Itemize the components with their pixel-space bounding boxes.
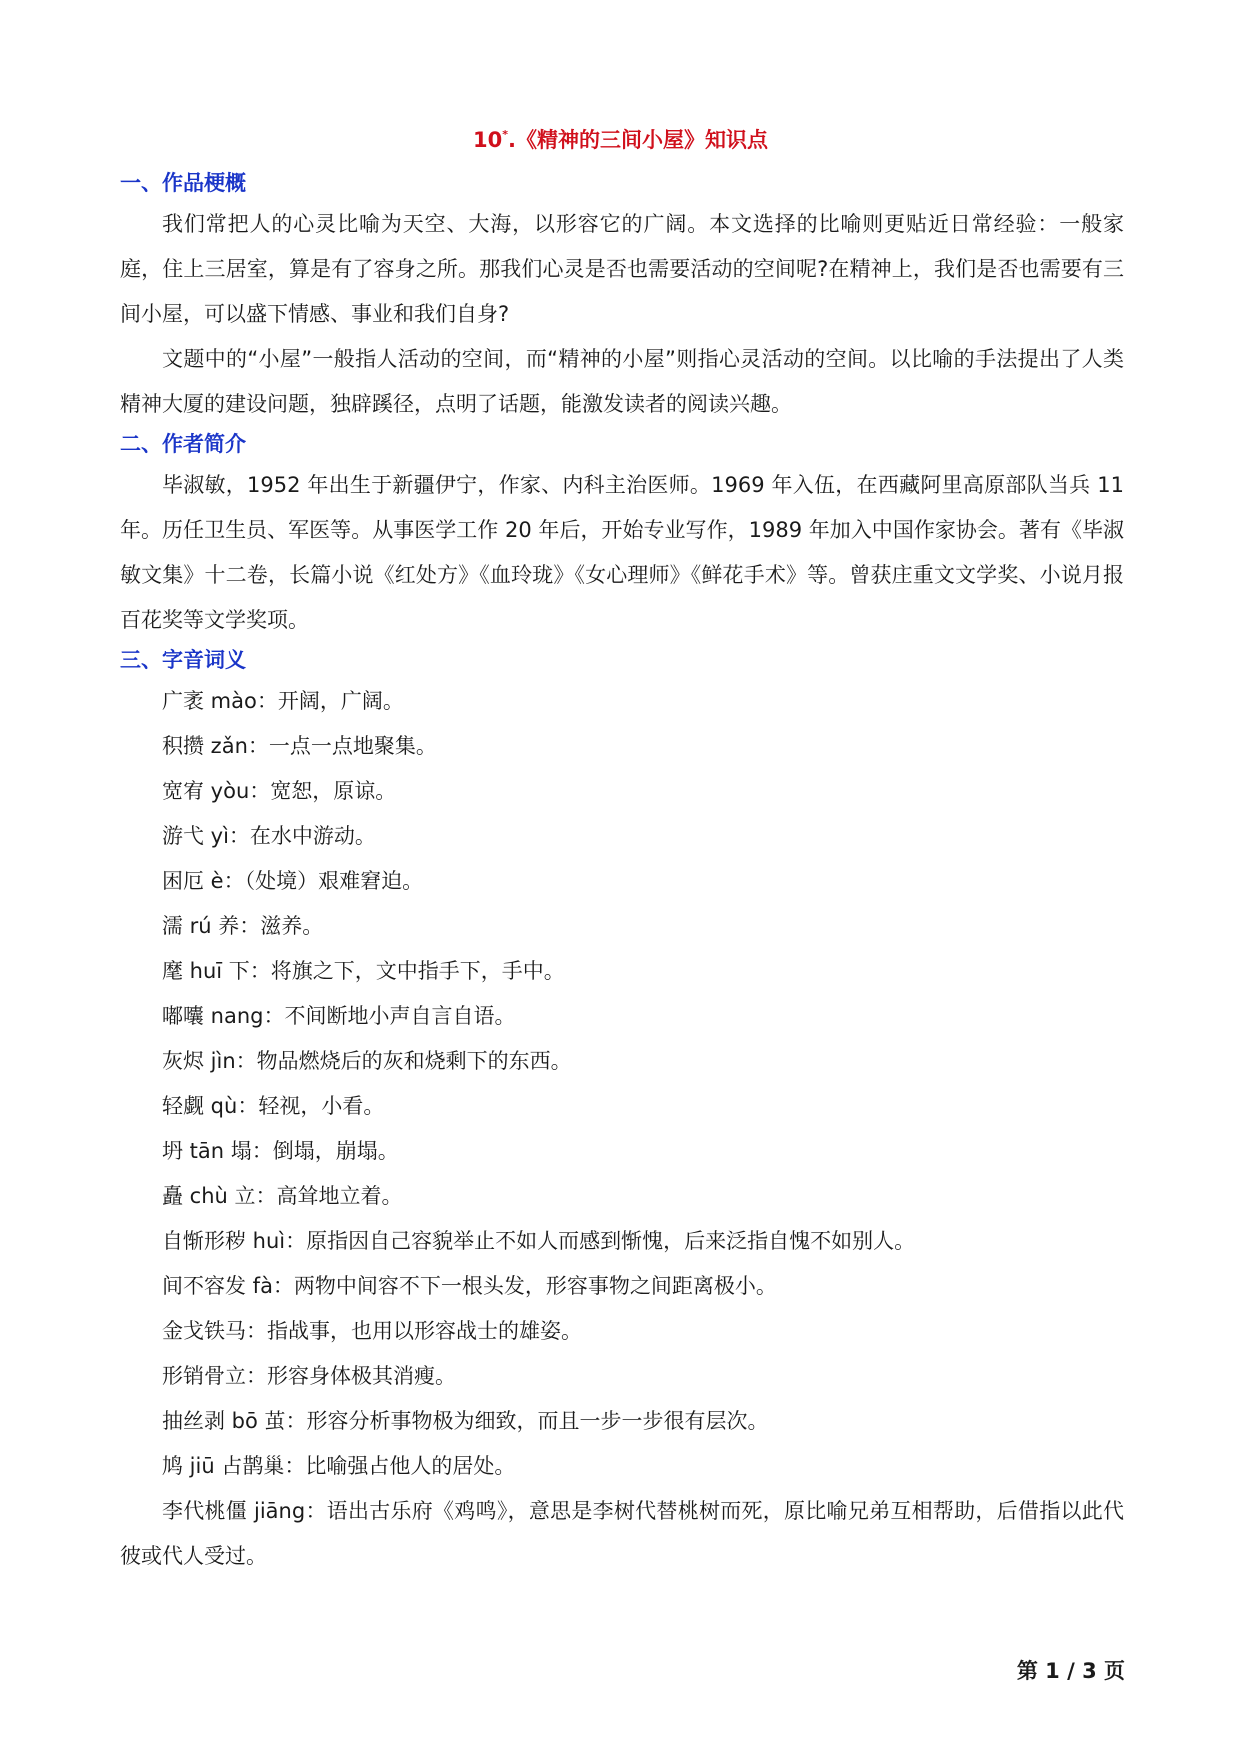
vocabulary-item: 轻觑 qù：轻视，小看。 <box>162 1094 385 1118</box>
page-number: 第 1 / 3 页 <box>1016 1659 1125 1683</box>
document-body <box>120 166 1124 1579</box>
section-heading-author: 二、作者简介 <box>120 432 246 456</box>
vocabulary-item: 自惭形秽 huì：原指因自己容貌举止不如人而感到惭愧，后来泛指自愧不如别人。 <box>162 1229 916 1253</box>
summary-paragraph: 我们常把人的心灵比喻为天空、大海，以形容它的广阔。本文选择的比喻则更贴近日常经验：一般家庭，住上三居室，算是有了容身之所。那我们心灵是否也需要活动的空间呢?在精神上，我们是否也需要有三间小屋，可以盛下情感、事业和我们自身? <box>120 212 1124 326</box>
section-heading-summary: 一、作品梗概 <box>120 171 246 195</box>
vocabulary-item: 形销骨立：形容身体极其消瘦。 <box>162 1364 456 1388</box>
vocabulary-item: 宽宥 yòu：宽恕，原谅。 <box>162 779 397 803</box>
vocabulary-item: 金戈铁马：指战事，也用以形容战士的雄姿。 <box>162 1319 582 1343</box>
title-number: 10 <box>473 128 503 152</box>
document-title <box>0 120 1241 155</box>
vocabulary-item: 积攒 zǎn：一点一点地聚集。 <box>162 734 437 758</box>
vocabulary-item: 广袤 mào：开阔，广阔。 <box>162 689 404 713</box>
author-paragraph: 毕淑敏，1952 年出生于新疆伊宁，作家、内科主治医师。1969 年入伍，在西藏阿里高原部队当兵 11 年。历任卫生员、军医等。从事医学工作 20 年后，开始专业写作，1989 年加入中国作家协会。著有《毕淑敏文集》十二卷，长篇小说《红处方》《血玲珑》《女心理师》《鲜花手术》等。曾获庄重文文学奖、小说月报百花奖等文学奖项。 <box>120 473 1124 632</box>
vocabulary-item: 抽丝剥 bō 茧：形容分析事物极为细致，而且一步一步很有层次。 <box>162 1409 769 1433</box>
vocabulary-list <box>120 679 1124 1579</box>
vocabulary-item: 嘟囔 nang：不间断地小声自言自语。 <box>162 1004 516 1028</box>
vocabulary-item: 李代桃僵 jiāng：语出古乐府《鸡鸣》，意思是李树代替桃树而死，原比喻兄弟互相帮助，后借指以此代彼或代人受过。 <box>120 1499 1124 1568</box>
summary-paragraph: 文题中的“小屋”一般指人活动的空间，而“精神的小屋”则指心灵活动的空间。以比喻的手法提出了人类精神大厦的建设问题，独辟蹊径，点明了话题，能激发读者的阅读兴趣。 <box>120 347 1124 416</box>
title-text: .《精神的三间小屋》知识点 <box>508 128 768 152</box>
vocabulary-item: 鸠 jiū 占鹊巢：比喻强占他人的居处。 <box>162 1454 516 1478</box>
vocabulary-item: 灰烬 jìn：物品燃烧后的灰和烧剩下的东西。 <box>162 1049 572 1073</box>
vocabulary-item: 坍 tān 塌：倒塌，崩塌。 <box>162 1139 399 1163</box>
section-heading-vocabulary: 三、字音词义 <box>120 648 246 672</box>
vocabulary-item: 麾 huī 下：将旗之下，文中指手下，手中。 <box>162 959 565 983</box>
vocabulary-item: 间不容发 fà：两物中间容不下一根头发，形容事物之间距离极小。 <box>162 1274 777 1298</box>
vocabulary-item: 游弋 yì：在水中游动。 <box>162 824 376 848</box>
vocabulary-item: 困厄 è：（处境）艰难窘迫。 <box>162 869 424 893</box>
title-star-mark: * <box>502 128 508 141</box>
vocabulary-item: 矗 chù 立：高耸地立着。 <box>162 1184 403 1208</box>
vocabulary-item: 濡 rú 养：滋养。 <box>162 914 324 938</box>
